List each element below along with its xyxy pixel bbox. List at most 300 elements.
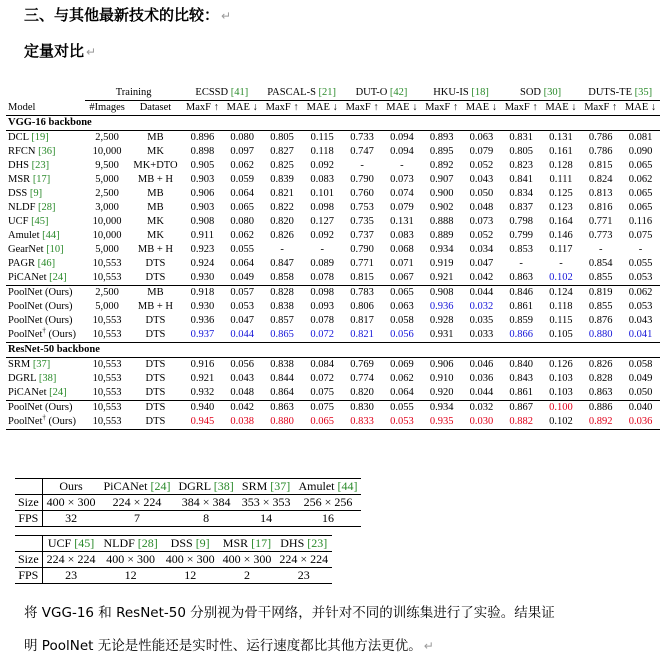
size-cell: 400 × 300 [46,495,96,509]
mae-cell: 0.044 [469,387,494,398]
mae-cell: 0.055 [230,244,254,255]
speed-table-2 [15,535,332,584]
mae-cell: 0.046 [462,358,501,373]
maxf-cell: 0.799 [509,230,533,241]
mae-cell: 0.065 [628,202,653,213]
images-cell: 5,000 [95,174,119,185]
header-training: Training [85,86,182,101]
maxf-cell: 0.923 [190,244,215,255]
return-mark-icon: ↵ [86,45,97,59]
fps-cell: 12 [162,568,219,584]
maxf-cell: 0.828 [262,286,303,301]
mae-cell: 0.063 [462,131,501,146]
model-label: PoolNet (Ours) [8,287,73,298]
header-dataset-col: Dataset [139,102,172,113]
header-maxf: MaxF ↑ [265,102,299,113]
dataset-cell: MB [129,131,182,146]
images-cell: 2,500 [85,131,129,146]
mae-cell: 0.075 [628,230,653,241]
maxf-cell: 0.824 [588,174,613,185]
maxf-cell: 0.903 [190,174,215,185]
comparison-table [6,86,660,430]
comparison-table-header [6,86,660,116]
mae-cell: 0.043 [628,315,653,326]
model-suffix: (Ours) [45,329,76,340]
model-ref: [36] [38,146,56,157]
model-name [6,271,85,286]
images-cell: 2,500 [85,286,129,301]
maxf-cell: 0.896 [182,131,223,146]
maxf-cell: 0.861 [509,387,533,398]
method-label: DHS [280,536,305,550]
header-mae: MAE ↓ [545,102,577,113]
mae-cell: 0.081 [621,131,660,146]
mae-cell: 0.131 [390,216,414,227]
model-name [6,372,85,386]
mae-cell: 0.115 [549,315,573,326]
mae-cell: 0.161 [549,146,573,157]
mae-cell: 0.033 [469,329,494,340]
mae-cell: 0.090 [628,146,653,157]
images-cell: 5,000 [95,301,119,312]
model-label: Amulet [8,230,40,241]
mae-cell: 0.063 [390,301,414,312]
mae-cell: - [638,244,643,255]
mae-cell: 0.123 [549,202,573,213]
model-name [6,358,85,373]
maxf-cell: 0.893 [421,131,462,146]
maxf-cell: 0.857 [270,315,294,326]
mae-cell: - [559,258,563,269]
header-mae: MAE ↓ [386,102,418,113]
conclusion-line-1: 将 VGG-16 和 ResNet-50 分别视为骨干网络，并针对不同的训练集进行了实验。结果证 [24,605,555,621]
maxf-cell: 0.895 [429,146,454,157]
maxf-cell: 0.786 [588,146,613,157]
dataset-ref: [18] [471,87,489,98]
mae-cell: 0.117 [549,244,573,255]
method-name [219,536,276,552]
header-images: #Images [89,102,125,113]
images-cell: 10,553 [92,373,122,384]
maxf-cell: 0.786 [580,131,621,146]
maxf-cell: 0.834 [509,188,533,199]
dataset-name: DUT-O [355,87,388,98]
dataset-ref: [35] [634,87,653,98]
maxf-cell: 0.903 [190,202,215,213]
maxf-cell: 0.919 [429,258,454,269]
dataset-cell: DTS [145,387,166,398]
model-ref: [9] [29,188,43,199]
maxf-cell: 0.833 [350,416,374,427]
mae-cell: 0.164 [549,216,573,227]
images-cell: 10,553 [92,329,122,340]
dataset-cell: DTS [145,329,166,340]
header-dataset [262,86,342,101]
size-cell: 224 × 224 [279,552,329,566]
table-row [6,386,660,401]
method-ref: [9] [195,536,210,550]
model-ref: [23] [31,160,50,171]
maxf-cell: 0.817 [350,315,374,326]
mae-cell: 0.128 [549,160,573,171]
size-row [15,552,332,568]
mae-cell: 0.042 [469,272,494,283]
mae-cell: 0.062 [390,373,414,384]
model-label: DHS [8,160,30,171]
maxf-cell: 0.844 [270,373,294,384]
mae-cell: 0.092 [310,230,334,241]
maxf-cell: 0.858 [270,272,294,283]
method-label: SRM [241,479,268,493]
mae-cell: 0.102 [549,416,573,427]
mae-cell: 0.073 [390,174,414,185]
mae-cell: 0.098 [310,202,334,213]
dataset-cell: DTS [129,358,182,373]
table-row [6,243,660,257]
method-ref: [24] [150,479,171,493]
size-cell: 384 × 384 [181,495,231,509]
mae-cell: 0.065 [310,416,334,427]
mae-cell: 0.083 [310,174,334,185]
table-row [6,358,660,373]
header-mae: MAE ↓ [306,102,338,113]
mae-cell: 0.111 [549,174,573,185]
mae-cell: 0.115 [303,131,342,146]
maxf-cell: 0.880 [270,416,294,427]
method-label: NLDF [103,536,135,550]
dataset-name: ECSSD [195,87,229,98]
maxf-cell: 0.931 [429,329,454,340]
maxf-cell: 0.827 [270,146,294,157]
maxf-cell: 0.840 [501,358,542,373]
model-name [6,229,85,243]
model-label: RFCN [8,146,36,157]
model-name [6,159,85,173]
mae-cell: 0.065 [230,202,254,213]
header-mae: MAE ↓ [624,102,657,113]
mae-cell: 0.036 [628,416,653,427]
maxf-cell: 0.815 [588,160,613,171]
images-cell: 2,500 [95,188,119,199]
mae-cell: 0.075 [310,387,334,398]
mae-cell: 0.041 [628,329,653,340]
mae-cell: 0.030 [469,416,494,427]
maxf-cell: 0.747 [350,146,374,157]
maxf-cell: 0.888 [429,216,454,227]
table-row [6,271,660,286]
maxf-cell: 0.820 [270,216,294,227]
maxf-cell: 0.831 [501,131,542,146]
mae-cell: - [320,244,324,255]
model-name [6,215,85,229]
mae-cell: 0.032 [469,301,494,312]
mae-cell: 0.089 [310,258,334,269]
dataset-cell: DTS [145,258,166,269]
maxf-cell: 0.930 [190,301,215,312]
model-ref: [44] [42,230,60,241]
mae-cell: 0.072 [310,373,334,384]
size-cell: 400 × 300 [222,552,272,566]
maxf-cell: 0.867 [501,401,542,416]
maxf-cell: 0.790 [350,244,374,255]
method-ref: [17] [251,536,272,550]
method-ref: [45] [74,536,95,550]
images-cell: 5,000 [95,244,119,255]
fps-cell: 12 [99,568,161,584]
mae-cell: 0.048 [469,202,494,213]
model-name [6,386,85,401]
model-label: PoolNet (Ours) [8,402,73,413]
mae-cell: 0.078 [310,272,334,283]
dataset-cell: MB [147,202,164,213]
mae-cell: 0.084 [303,358,342,373]
fps-label: FPS [15,568,42,584]
mae-cell: 0.053 [628,272,653,283]
maxf-cell: 0.774 [350,373,374,384]
model-label: GearNet [8,244,44,255]
mae-cell: 0.062 [230,230,254,241]
maxf-cell: - [280,244,284,255]
model-label: MSR [8,174,31,185]
maxf-cell: 0.930 [190,272,215,283]
mae-cell: 0.073 [469,216,494,227]
table-row [6,328,660,343]
dataset-cell: DTS [145,315,166,326]
dataset-cell: MK+DTO [133,160,178,171]
model-label: PAGR [8,258,36,269]
size-row [15,495,361,511]
header-mae: MAE ↓ [465,102,498,113]
maxf-cell: 0.839 [270,174,294,185]
maxf-cell: 0.908 [421,286,462,301]
images-cell: 3,000 [95,202,119,213]
model-label: PoolNet [8,416,43,427]
maxf-cell: 0.861 [509,301,533,312]
maxf-cell: 0.853 [509,244,533,255]
images-cell: 10,553 [92,315,122,326]
images-cell: 9,500 [95,160,119,171]
dataset-cell: DTS [145,416,166,427]
section-heading: 三、与其他最新技术的比较： ↵ [24,6,232,24]
mae-cell: 0.068 [390,244,414,255]
mae-cell: 0.100 [542,401,581,416]
method-ref: [28] [137,536,158,550]
mae-cell: 0.118 [549,301,573,312]
model-ref: [38] [38,373,57,384]
mae-cell: 0.050 [469,188,494,199]
dataset-ref: [41] [230,87,249,98]
fps-row [15,568,332,584]
method-name [294,479,361,495]
table-row [6,145,660,159]
model-ref: [17] [32,174,51,185]
subsection-heading: 定量对比 ↵ [24,42,97,60]
mae-cell: 0.055 [628,258,653,269]
mae-cell: 0.092 [310,160,334,171]
model-ref: [19] [31,132,49,143]
method-label: PiCANet [103,479,148,493]
table-row [6,173,660,187]
model-label: SRM [8,359,31,370]
mae-cell: 0.055 [382,401,421,416]
model-label: UCF [8,216,29,227]
table-row [6,229,660,243]
mae-cell: 0.116 [628,216,653,227]
maxf-cell: 0.733 [342,131,383,146]
mae-cell: 0.102 [549,272,573,283]
maxf-cell: 0.882 [509,416,533,427]
model-label: PoolNet [8,329,43,340]
mae-cell: 0.094 [390,146,414,157]
dataset-ref: [30] [543,87,562,98]
return-mark-icon: ↵ [221,9,232,23]
dataset-cell: DTS [145,373,166,384]
mae-cell: 0.050 [628,387,653,398]
mae-cell: 0.131 [542,131,581,146]
header-dataset [580,86,660,101]
size-cell: 400 × 300 [106,552,156,566]
table-row [6,286,660,301]
header-maxf: MaxF ↑ [345,102,379,113]
mae-cell: 0.118 [310,146,334,157]
header-spacer [6,86,85,101]
model-ref: [28] [38,202,56,213]
table-bottom-rule [6,430,660,431]
maxf-cell: 0.918 [182,286,223,301]
maxf-cell: 0.910 [429,373,454,384]
method-ref: [23] [307,536,328,550]
mae-cell: 0.083 [390,230,414,241]
header-maxf: MaxF ↑ [504,102,538,113]
maxf-cell: 0.865 [270,329,294,340]
images-cell: 10,553 [85,358,129,373]
model-ref: [37] [32,359,51,370]
maxf-cell: 0.790 [350,174,374,185]
maxf-cell: 0.771 [588,216,613,227]
maxf-cell: 0.753 [350,202,374,213]
mae-cell: 0.127 [310,216,334,227]
model-name [6,243,85,257]
images-cell: 10,000 [92,146,122,157]
model-name [6,201,85,215]
mae-cell: 0.064 [390,387,414,398]
mae-cell: 0.080 [223,131,262,146]
mae-cell: 0.069 [382,358,421,373]
fps-label: FPS [15,511,42,527]
mae-cell: 0.065 [382,286,421,301]
mae-cell: 0.065 [628,188,653,199]
size-label: Size [15,552,42,568]
dataset-ref: [21] [318,87,337,98]
method-label: Ours [59,479,83,493]
table-row [6,131,660,146]
maxf-cell: 0.825 [270,160,294,171]
model-label: PoolNet (Ours) [8,301,73,312]
maxf-cell: 0.821 [270,188,294,199]
maxf-cell: 0.900 [429,188,454,199]
maxf-cell: 0.921 [429,272,454,283]
maxf-cell: 0.783 [342,286,383,301]
model-ref: [24] [49,272,67,283]
maxf-cell: 0.846 [501,286,542,301]
size-cell: 256 × 256 [303,495,353,509]
method-label: Amulet [298,479,335,493]
header-group-row [6,86,660,101]
table-row [6,215,660,229]
mae-cell: 0.094 [382,131,421,146]
maxf-cell: 0.907 [429,174,454,185]
method-ref: [44] [337,479,358,493]
mae-cell: 0.075 [303,401,342,416]
maxf-cell: 0.769 [342,358,383,373]
maxf-cell: 0.805 [509,146,533,157]
maxf-cell: 0.934 [421,401,462,416]
dataset-cell: MB [147,188,164,199]
mae-cell: 0.043 [230,373,254,384]
maxf-cell: 0.906 [421,358,462,373]
maxf-cell: 0.916 [182,358,223,373]
maxf-cell: 0.911 [190,230,215,241]
maxf-cell: 0.940 [182,401,223,416]
model-name [6,173,85,187]
maxf-cell: 0.889 [429,230,454,241]
method-label: UCF [47,536,72,550]
model-label: PiCANet [8,387,47,398]
mae-cell: 0.053 [628,301,653,312]
images-cell: 10,000 [92,216,122,227]
fps-cell: 14 [238,511,295,527]
maxf-cell: 0.864 [270,387,294,398]
maxf-cell: 0.924 [190,258,215,269]
model-ref: [10] [46,244,64,255]
mae-cell: 0.040 [621,401,660,416]
method-label: DGRL [178,479,211,493]
maxf-cell: 0.806 [350,301,374,312]
model-name [6,328,85,343]
mae-cell: 0.071 [390,258,414,269]
mae-cell: 0.146 [549,230,573,241]
model-ref: [45] [31,216,49,227]
section-title: VGG-16 backbone [6,116,660,131]
maxf-cell: 0.937 [190,329,215,340]
mae-cell: 0.053 [390,416,414,427]
dataset-name: PASCAL-S [267,87,316,98]
maxf-cell: 0.737 [350,230,374,241]
model-label: DSS [8,188,28,199]
mae-cell: 0.052 [469,160,494,171]
mae-cell: - [400,160,404,171]
images-cell: 10,553 [92,272,122,283]
table-row [6,415,660,430]
mae-cell: 0.062 [628,174,653,185]
images-cell: 10,553 [92,258,122,269]
mae-cell: 0.079 [469,146,494,157]
images-cell: 10,000 [92,230,122,241]
fps-cell: 7 [99,511,174,527]
maxf-cell: 0.735 [350,216,374,227]
mae-cell: 0.064 [230,188,254,199]
table-row [6,401,660,416]
mae-cell: 0.080 [230,216,254,227]
dagger-mark: † [42,326,46,335]
table-row [6,159,660,173]
mae-cell: 0.124 [542,286,581,301]
mae-cell: 0.057 [223,286,262,301]
maxf-cell: 0.936 [429,301,454,312]
maxf-cell: 0.821 [350,329,374,340]
maxf-cell: 0.905 [190,160,215,171]
model-label: PoolNet (Ours) [8,315,73,326]
